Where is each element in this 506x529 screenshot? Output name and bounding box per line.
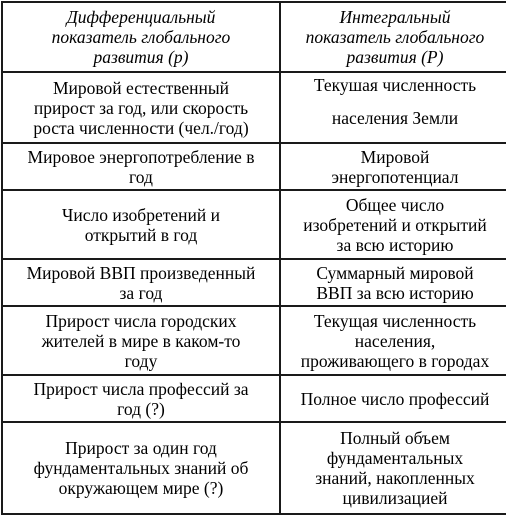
comparison-table: [1, 1, 506, 515]
cell-differential: [2, 422, 280, 514]
table-row: [2, 143, 506, 190]
cell-differential: [2, 143, 280, 190]
header-cell-differential: [2, 2, 280, 72]
cell-text: фундаментальных: [326, 448, 464, 468]
cell-integral: [280, 143, 506, 190]
cell-text: роста численности (чел./год): [33, 117, 249, 138]
cell-integral: [280, 375, 506, 422]
cell-integral: [280, 422, 506, 514]
cell-text: Число изобретений и: [62, 204, 220, 225]
cell-text: год: [129, 166, 153, 187]
table-row: [2, 72, 506, 143]
cell-text: прирост за год, или скорость: [33, 97, 249, 118]
header-text: развития (p): [93, 47, 189, 67]
cell-text: окружающем мире (?): [58, 478, 224, 498]
cell-text: Прирост числа профессий за: [33, 378, 249, 399]
cell-differential: [2, 190, 280, 259]
cell-text: Полное число профессий: [300, 388, 490, 409]
header-row: [2, 2, 506, 72]
cell-text: знаний, накопленных: [315, 468, 475, 488]
cell-text: Общее число: [345, 194, 445, 215]
cell-integral: [280, 72, 506, 143]
cell-text: населения,: [354, 330, 436, 351]
cell-text: Текущая численность: [313, 310, 477, 331]
cell-text: открытий в год: [84, 224, 198, 245]
table-row: [2, 306, 506, 375]
cell-text: Текушая численность: [313, 75, 477, 95]
cell-integral: [280, 259, 506, 306]
cell-text: Мировой естественный: [52, 77, 230, 98]
cell-text: Суммарный мировой: [316, 262, 474, 283]
header-text: показатель глобального: [305, 27, 485, 47]
header-text: Дифференциальный: [66, 7, 216, 27]
cell-text: году: [124, 350, 158, 371]
cell-spacer: [284, 95, 506, 108]
cell-integral: [280, 306, 506, 375]
cell-text: Полный объем: [340, 428, 450, 448]
cell-text: за всю историю: [336, 234, 454, 255]
cell-differential: [2, 259, 280, 306]
cell-text: ВВП за всю историю: [316, 282, 474, 303]
header-text: Интегральный: [339, 7, 451, 27]
cell-differential: [2, 72, 280, 143]
cell-text: жителей в мире в каком-то: [41, 330, 241, 351]
cell-text: Мировой: [360, 146, 430, 167]
cell-differential: [2, 375, 280, 422]
table-row: [2, 190, 506, 259]
cell-text: год (?): [117, 398, 165, 419]
cell-text: цивилизацией: [342, 488, 448, 508]
cell-text: Прирост за один год: [65, 438, 217, 458]
table-row: [2, 375, 506, 422]
table-row: [2, 422, 506, 514]
header-text: показатель глобального: [51, 27, 231, 47]
cell-text: Мировой ВВП произведенный: [26, 262, 256, 283]
cell-text: энергопотенциал: [331, 166, 459, 187]
cell-text: Прирост числа городских: [45, 310, 237, 331]
cell-text: Мировое энергопотребление в: [27, 146, 255, 167]
cell-text: за год: [119, 282, 163, 303]
cell-text: фундаментальных знаний об: [33, 458, 249, 478]
cell-text: изобретений и открытий: [303, 214, 487, 235]
header-cell-integral: [280, 2, 506, 72]
header-text: развития (P): [346, 47, 444, 67]
cell-text: проживающего в городах: [300, 350, 490, 371]
cell-text: населения Земли: [331, 108, 459, 128]
table-row: [2, 259, 506, 306]
cell-differential: [2, 306, 280, 375]
cell-integral: [280, 190, 506, 259]
